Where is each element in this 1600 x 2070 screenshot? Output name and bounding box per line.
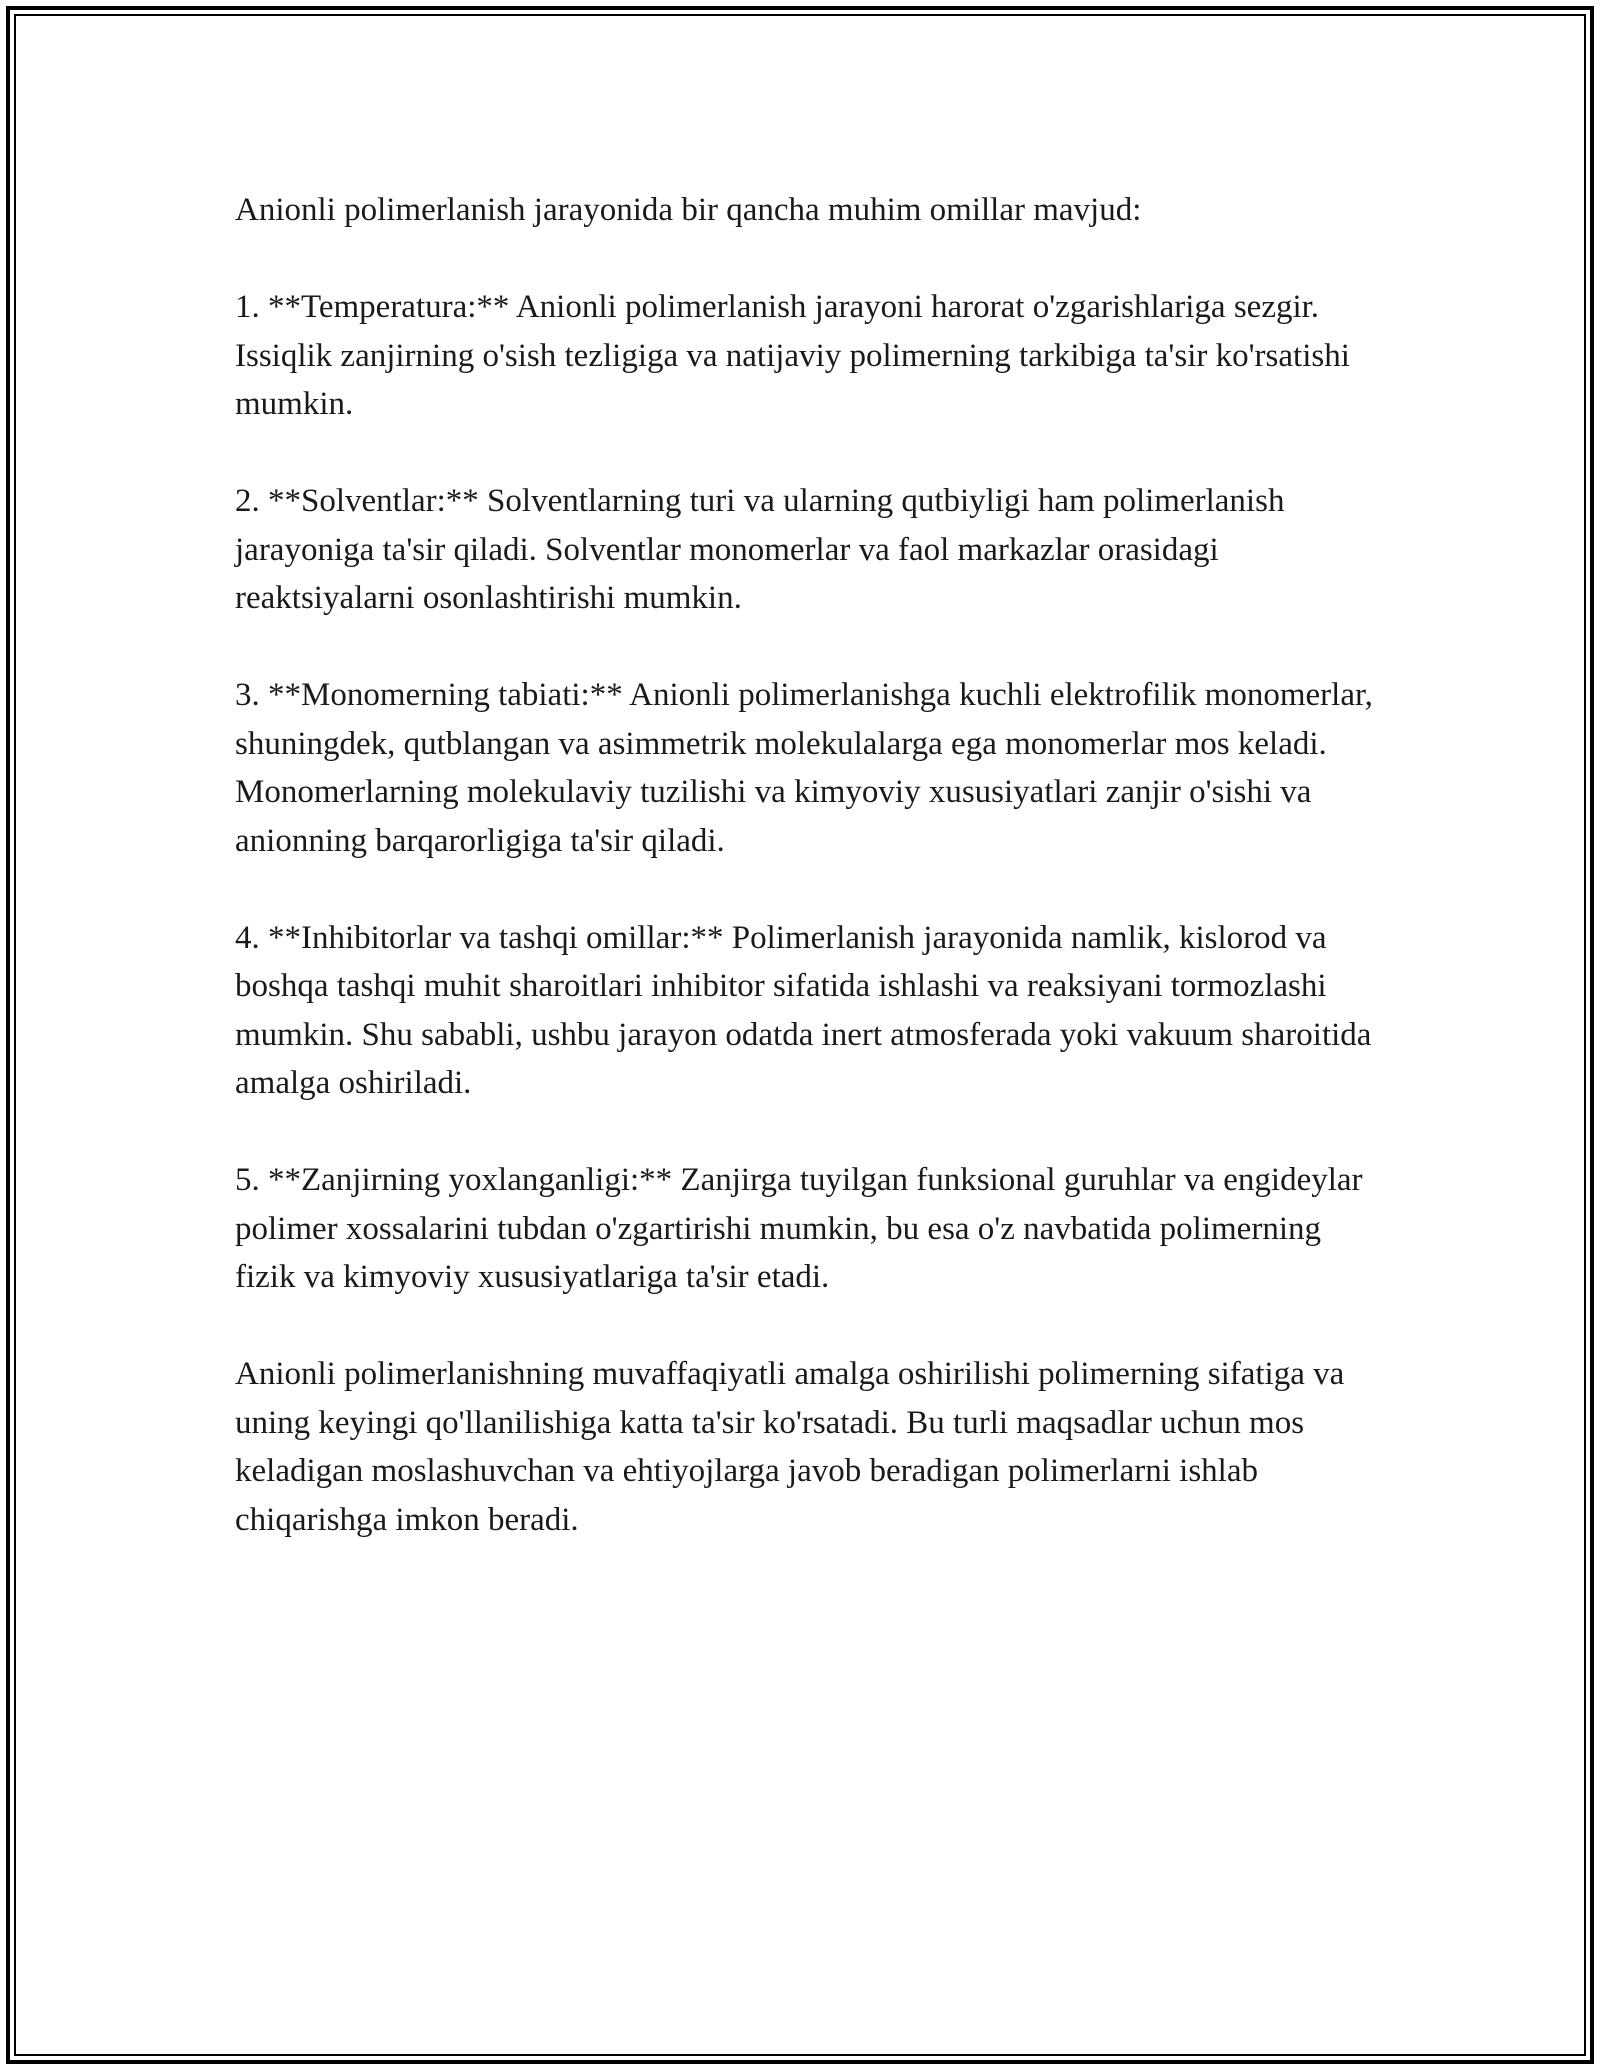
list-item: 4. **Inhibitorlar va tashqi omillar:** Polimerlanish jarayonida namlik, kislorod va boshqa tashqi muhit sharoitlari inhibitor sifatida ishlashi va reaksiyani tormozlashi mumkin. Shu sababli, ushbu jarayon odatda inert atmosferada yoki vakuum sharoitida amalga oshiriladi. bbox=[235, 919, 1372, 1101]
list-item: 1. **Temperatura:** Anionli polimerlanish jarayoni harorat o'zgarishlariga sezgir. Issiqlik zanjirning o'sish tezligiga va natijaviy polimerning tarkibiga ta'sir ko'rsatishi mumkin. bbox=[235, 289, 1350, 422]
list-item: 3. **Monomerning tabiati:** Anionli polimerlanishga kuchli elektrofilik monomerlar, shuningdek, qutblangan va asimmetrik molekulalarga ega monomerlar mos keladi. Monomerlarning molekulaviy tuzilishi va kimyoviy xususiyatlari zanjir o'sishi va anionning barqarorligiga ta'sir qiladi. bbox=[235, 677, 1373, 859]
intro-paragraph: Anionli polimerlanish jarayonida bir qancha muhim omillar mavjud: bbox=[235, 192, 1142, 228]
document-body bbox=[235, 186, 1375, 1593]
list-item: 2. **Solventlar:** Solventlarning turi va ularning qutbiyligi ham polimerlanish jarayoniga ta'sir qiladi. Solventlar monomerlar va faol markazlar orasidagi reaktsiyalarni osonlashtirishi mumkin. bbox=[235, 483, 1285, 616]
conclusion-paragraph: Anionli polimerlanishning muvaffaqiyatli amalga oshirilishi polimerning sifatiga va uning keyingi qo'llanilishiga katta ta'sir ko'rsatadi. Bu turli maqsadlar uchun mos keladigan moslashuvchan va ehtiyojlarga javob beradigan polimerlarni ishlab chiqarishga imkon beradi. bbox=[235, 1356, 1345, 1538]
list-item: 5. **Zanjirning yoxlanganligi:** Zanjirga tuyilgan funksional guruhlar va engideylar polimer xossalarini tubdan o'zgartirishi mumkin, bu esa o'z navbatida polimerning fizik va kimyoviy xususiyatlariga ta'sir etadi. bbox=[235, 1162, 1363, 1295]
